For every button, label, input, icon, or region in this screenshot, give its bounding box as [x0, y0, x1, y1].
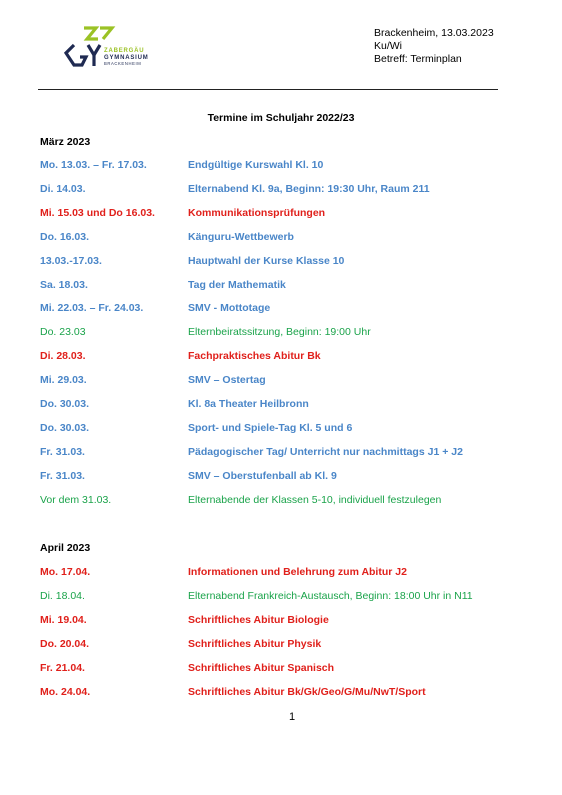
row-date: Mi. 19.04. — [40, 613, 87, 626]
page-number: 1 — [288, 711, 296, 723]
row-event: SMV – Oberstufenball ab Kl. 9 — [188, 469, 337, 482]
row-event: Schriftliches Abitur Physik — [188, 637, 322, 650]
row-date: Vor dem 31.03. — [40, 493, 112, 506]
row-event: Pädagogischer Tag/ Unterricht nur nachmittags J1 + J2 — [188, 445, 463, 458]
section-title: April 2023 — [40, 542, 91, 554]
header-info — [374, 27, 494, 66]
row-event: Elternabende der Klassen 5-10, individuell festzulegen — [188, 493, 442, 506]
row-date: Do. 30.03. — [40, 421, 90, 434]
row-date: 13.03.-17.03. — [40, 254, 102, 267]
schedule-row — [40, 614, 520, 628]
schedule-row — [40, 446, 520, 460]
row-date: Mo. 24.04. — [40, 685, 91, 698]
logo-text-1: ZABERGÄU — [104, 48, 145, 54]
row-event: Schriftliches Abitur Spanisch — [188, 661, 335, 674]
row-event: SMV – Ostertag — [188, 374, 266, 387]
schedule-row — [40, 159, 520, 173]
section-title: März 2023 — [40, 136, 91, 148]
row-event: Schriftliches Abitur Biologie — [188, 613, 329, 626]
row-event: Schriftliches Abitur Bk/Gk/Geo/G/Mu/NwT/Sport — [188, 685, 426, 698]
logo-text-2: GYMNASIUM — [104, 55, 149, 61]
header-divider — [38, 89, 498, 90]
row-date: Sa. 18.03. — [40, 278, 88, 291]
row-date: Do. 20.04. — [40, 637, 90, 650]
schedule-row — [40, 207, 520, 221]
row-event: SMV - Mottotage — [188, 302, 271, 315]
row-event: Elternabend Frankreich-Austausch, Beginn: 18:00 Uhr in N11 — [188, 589, 473, 602]
schedule-row — [40, 638, 520, 652]
row-date: Fr. 21.04. — [40, 661, 85, 674]
schedule-row — [40, 470, 520, 484]
row-event: Endgültige Kurswahl Kl. 10 — [188, 159, 324, 171]
row-date: Mi. 22.03. – Fr. 24.03. — [40, 302, 144, 315]
row-date: Do. 30.03. — [40, 398, 90, 410]
schedule-row — [40, 566, 520, 580]
row-date: Mo. 17.04. — [40, 566, 91, 578]
schedule-row — [40, 422, 520, 436]
row-event: Informationen und Belehrung zum Abitur J2 — [188, 566, 407, 578]
row-event: Elternabend Kl. 9a, Beginn: 19:30 Uhr, Raum 211 — [188, 182, 430, 195]
schedule-row — [40, 350, 520, 364]
logo-y-mark — [88, 45, 100, 55]
row-event: Fachpraktisches Abitur Bk — [188, 350, 321, 363]
schedule-row — [40, 374, 520, 388]
logo-text-3: BRACKENHEIM — [104, 61, 142, 66]
schedule-row — [40, 326, 520, 340]
schedule-row — [40, 183, 520, 197]
schedule-row — [40, 302, 520, 316]
row-date: Fr. 31.03. — [40, 469, 85, 482]
row-date: Mi. 29.03. — [40, 374, 87, 387]
row-date: Di. 18.04. — [40, 589, 85, 602]
place-date: Brackenheim, 13.03.2023 — [374, 27, 494, 39]
schedule-row — [40, 398, 520, 412]
schedule-row — [40, 494, 520, 508]
schedule-row — [40, 662, 520, 676]
schedule-row — [40, 590, 520, 604]
schedule-row — [40, 231, 520, 245]
row-date: Do. 23.03 — [40, 326, 86, 339]
schedule-row — [40, 255, 520, 269]
subject-line: Betreff: Terminplan — [374, 53, 462, 65]
school-logo — [60, 25, 150, 75]
logo-z-mark — [84, 28, 98, 39]
row-event: Hauptwahl der Kurse Klasse 10 — [188, 254, 345, 267]
row-event: Känguru-Wettbewerb — [188, 230, 294, 243]
schedule-row — [40, 686, 520, 700]
row-event: Kommunikationsprüfungen — [188, 206, 326, 219]
schedule-row — [40, 279, 520, 293]
row-date: Di. 28.03. — [40, 350, 86, 363]
row-date: Do. 16.03. — [40, 230, 90, 243]
row-event: Kl. 8a Theater Heilbronn — [188, 398, 309, 410]
row-event: Tag der Mathematik — [188, 278, 286, 291]
row-date: Fr. 31.03. — [40, 445, 85, 458]
document-title: Termine im Schuljahr 2022/23 — [207, 112, 355, 124]
row-date: Mi. 15.03 und Do 16.03. — [40, 206, 155, 219]
logo-z-mark-2 — [100, 28, 112, 39]
row-event: Sport- und Spiele-Tag Kl. 5 und 6 — [188, 421, 353, 434]
row-event: Elternbeiratssitzung, Beginn: 19:00 Uhr — [188, 326, 371, 339]
logo-g-mark — [66, 45, 86, 65]
row-date: Mo. 13.03. – Fr. 17.03. — [40, 159, 147, 171]
row-date: Di. 14.03. — [40, 182, 86, 195]
initials: Ku/Wi — [374, 40, 403, 52]
